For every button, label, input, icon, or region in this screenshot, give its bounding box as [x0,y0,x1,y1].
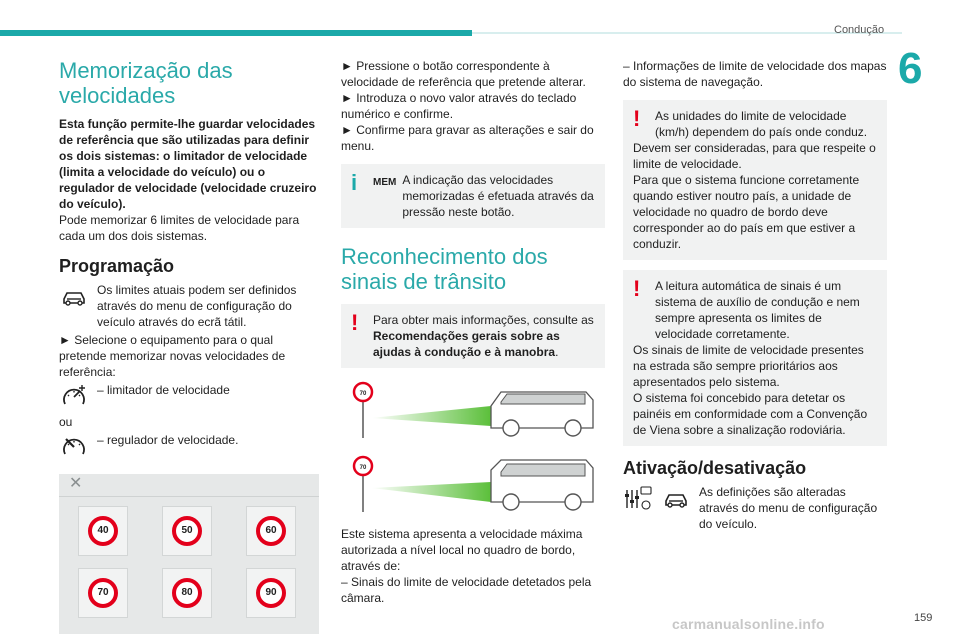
watermark: carmanualsonline.info [672,616,825,632]
cruise-control-icon [59,432,89,462]
step: ► Introduza o novo valor através do teclado numérico e confirme. [341,91,577,121]
warning-note-recommendations [341,304,605,368]
title-recognition: Reconhecimento dos sinais de trânsito [341,244,548,294]
warning-note-reading [623,270,887,446]
panel-separator [59,496,319,497]
cruise-label: – regulador de velocidade. [97,433,239,447]
speed-memory-panel [59,474,319,634]
car-settings-icon [59,282,89,312]
speed-sign-icon: 90 [256,578,286,608]
step: ► Pressione o botão correspondente à velocidade de referência que pretende alterar. [341,59,586,89]
speed-sign-icon: 50 [172,516,202,546]
note-text: O sistema foi concebido para detetar os painéis em conformidade com a Convenção de Viena sobre a sinalização rodoviária. [633,391,868,437]
speed-sign-label: 70 [359,465,367,471]
title-memorization: Memorização das velocidades [59,58,233,108]
car-settings-icon [661,484,691,514]
limiter-row [59,382,321,412]
speed-tile[interactable] [78,506,128,556]
page-number: 159 [914,612,933,624]
recognition-bullet: – Sinais do limite de velocidade detetados pela câmara. [341,575,592,605]
programming-text: Os limites atuais podem ser definidos através do menu de configuração do veículo através do ecrã tátil. [97,283,297,329]
speed-sign-icon: 70 [88,578,118,608]
intro-text: Pode memorizar 6 limites de velocidade para cada um dos dois sistemas. [59,213,300,243]
activation-text: As definições são alteradas através do menu de configuração do veículo. [699,485,878,531]
column-notes [623,58,887,534]
speed-sign-icon: 40 [88,516,118,546]
intro-bold: Esta função permite-lhe guardar velocidades de referência que são utilizadas para definir os dois sistemas: o limitador de velocidade (limita a velocidade do veículo) ou o regulador de velocidade (velocidade cruzeiro do veículo). [59,117,317,211]
speed-tile[interactable] [78,568,128,618]
speed-limiter-icon [59,382,89,412]
column-recognition [341,58,605,606]
speed-sign-label: 70 [359,391,367,397]
close-icon[interactable]: ✕ [69,475,83,492]
sign-recognition-illustration [341,378,605,440]
heading-activation: Ativação/desativação [623,458,807,478]
speed-sign-icon: 80 [172,578,202,608]
info-note-mem [341,164,605,228]
note-text: A leitura automática de sinais é um sistema de auxílio de condução e nem sempre apresenta os limites de velocidade corretamente. [655,279,860,341]
mem-button-icon: MEM [373,177,397,188]
speed-tile[interactable] [162,568,212,618]
warning-note-units [623,100,887,260]
section-title: Condução [834,24,885,36]
speed-tile[interactable] [246,568,296,618]
chapter-number: 6 [898,44,923,93]
note-text: Para que o sistema funcione corretamente quando estiver noutro país, a unidade de velocidade no quadro de bordo deve corresponder ao do país em que estiver a conduzir. [633,173,860,251]
navigation-bullet: – Informações de limite de velocidade dos mapas do sistema de navegação. [623,59,887,89]
speed-tile[interactable] [162,506,212,556]
programming-row [59,282,321,330]
warning-icon: ! [351,310,359,335]
speed-sign-icon: 60 [256,516,286,546]
settings-menu-icon [623,484,653,514]
recognition-body: Este sistema apresenta a velocidade máxima autorizada a nível local no quadro de bordo, através de: [341,527,583,573]
or-text: ou [59,415,73,429]
cruise-row [59,432,321,462]
warning-icon: ! [633,276,641,301]
speed-tile[interactable] [246,506,296,556]
note-text: As unidades do limite de velocidade (km/h) dependem do país onde conduz. [655,109,868,139]
info-icon: i [351,170,358,195]
warning-text: Para obter mais informações, consulte as Recomendações gerais sobre as ajudas à condução e à manobra. [373,313,594,359]
step: ► Confirme para gravar as alterações e sair do menu. [341,123,594,153]
note-text: Os sinais de limite de velocidade presentes na estrada são sempre prioritários aos apresentados pelo sistema. [633,343,864,389]
column-memorization [59,58,321,634]
chapter-color-bar [0,30,472,36]
warning-icon: ! [633,106,641,131]
limiter-label: – limitador de velocidade [97,383,230,397]
sign-recognition-illustration-2 [341,452,605,514]
note-text: Devem ser consideradas, para que respeite o limite de velocidade. [633,141,876,171]
mem-note: A indicação das velocidades memorizadas é efetuada através da pressão neste botão. [402,173,594,219]
activation-row [623,484,887,532]
programming-step: ► Selecione o equipamento para o qual pretende memorizar novas velocidades de referência: [59,333,286,379]
heading-programming: Programação [59,256,175,276]
